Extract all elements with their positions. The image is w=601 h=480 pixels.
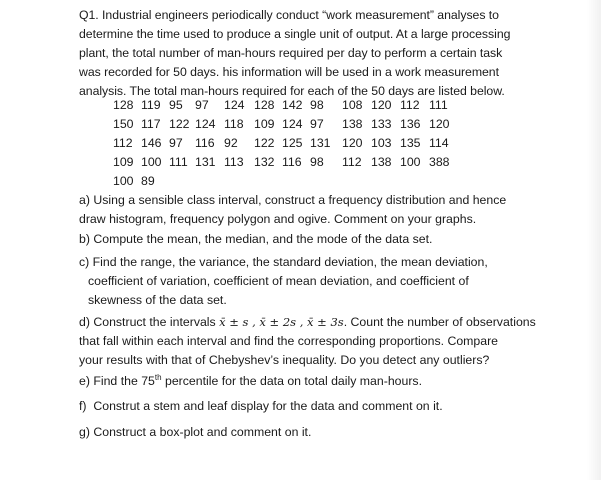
part-c: [79, 253, 524, 310]
data-value: 116: [282, 155, 302, 169]
data-value: 138: [371, 155, 392, 169]
question-intro: [79, 6, 529, 101]
part-d-line1: [79, 313, 539, 332]
data-value: 97: [169, 136, 183, 150]
data-value: 114: [429, 136, 449, 150]
data-value: 120: [371, 98, 392, 112]
data-value: 120: [429, 117, 450, 131]
data-value: 138: [342, 117, 363, 131]
data-value: 117: [141, 117, 161, 131]
data-value: 112: [113, 136, 133, 150]
data-value: 118: [224, 117, 244, 131]
data-value: 112: [400, 98, 420, 112]
data-value: 124: [282, 117, 303, 131]
part-e-line: [79, 372, 524, 391]
data-value: 122: [254, 136, 275, 150]
data-value: 112: [342, 155, 362, 169]
part-d-prefix: d) Construct the intervals: [79, 315, 220, 329]
data-value: 92: [224, 136, 238, 150]
data-value: 131: [195, 155, 216, 169]
data-value: 89: [141, 174, 155, 188]
part-g: [79, 423, 524, 442]
part-f: [79, 397, 524, 416]
data-value: 135: [400, 136, 421, 150]
data-value: 150: [113, 117, 134, 131]
data-value: 388: [429, 155, 450, 169]
part-e-prefix: e) Find the 75: [79, 374, 155, 388]
data-value: 113: [224, 155, 244, 169]
data-value: 120: [342, 136, 363, 150]
data-value: 124: [224, 98, 245, 112]
data-value: 124: [195, 117, 216, 131]
page-edge-shadow: [587, 0, 601, 480]
data-value: 97: [195, 98, 209, 112]
part-d-line: that fall within each interval and find the corresponding proportions. Compare: [79, 334, 499, 348]
data-value: 136: [400, 117, 421, 131]
question-line: was recorded for 50 days. his information will be used in a work measurement: [79, 65, 499, 79]
part-c-line: coefficient of variation, coefficient of mean deviation, and coefficient of: [88, 274, 469, 288]
data-value: 111: [429, 98, 448, 112]
data-value: 97: [310, 117, 324, 131]
part-d-line: your results with that of Chebyshev’s inequality. Do you detect any outliers?: [79, 353, 490, 367]
part-e-suffix: percentile for the data on total daily man-hours.: [161, 374, 422, 388]
part-b-line: b) Compute the mean, the median, and the mode of the data set.: [79, 232, 433, 246]
data-value: 108: [342, 98, 363, 112]
data-value: 109: [254, 117, 275, 131]
data-value: 116: [195, 136, 215, 150]
part-d-suffix: . Count the number of observations: [343, 315, 536, 329]
data-value: 119: [141, 98, 161, 112]
part-a-line: a) Using a sensible class interval, construct a frequency distribution and hence: [79, 193, 507, 207]
data-value: 111: [169, 155, 188, 169]
data-value: 132: [254, 155, 275, 169]
data-value: 98: [310, 155, 324, 169]
question-line: plant, the total number of man-hours required per day to perform a certain task: [79, 46, 503, 60]
question-line: determine the time used to produce a single unit of output. At a large processing: [79, 27, 511, 41]
data-value: 146: [141, 136, 162, 150]
data-value: 125: [282, 136, 303, 150]
data-value: 128: [113, 98, 134, 112]
part-e-sup: th: [154, 372, 162, 382]
question-line: Q1. Industrial engineers periodically conduct “work measurement” analyses to: [79, 8, 499, 22]
part-b: [79, 230, 524, 249]
data-value: 103: [371, 136, 392, 150]
part-f-line: f) Construt a stem and leaf display for the data and comment on it.: [79, 399, 443, 413]
data-value: 100: [400, 155, 421, 169]
data-value: 131: [310, 136, 331, 150]
part-c-line: c) Find the range, the variance, the standard deviation, the mean deviation,: [79, 255, 488, 269]
part-c-line: skewness of the data set.: [88, 293, 227, 307]
part-a-line: draw histogram, frequency polygon and ogive. Comment on your graphs.: [79, 212, 477, 226]
data-value: 95: [169, 98, 183, 112]
data-value: 133: [371, 117, 392, 131]
data-value: 122: [169, 117, 190, 131]
question-line: analysis. The total man-hours required for each of the 50 days are listed below.: [79, 84, 505, 98]
data-value: 100: [141, 155, 162, 169]
data-value: 142: [282, 98, 303, 112]
data-value: 109: [113, 155, 134, 169]
part-a: [79, 191, 524, 229]
part-g-line: g) Construct a box-plot and comment on it.: [79, 425, 312, 439]
part-d: [79, 313, 539, 370]
part-e: [79, 372, 524, 391]
data-value: 98: [310, 98, 324, 112]
data-value: 100: [113, 174, 134, 188]
data-value: 128: [254, 98, 275, 112]
interval-expression: x̄ ± s , x̄ ± 2s , x̄ ± 3s: [219, 315, 344, 329]
